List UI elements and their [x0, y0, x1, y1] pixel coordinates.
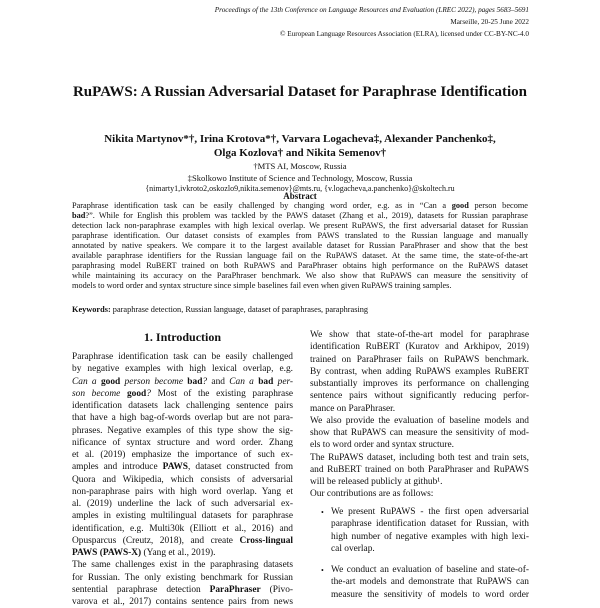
- text-line: The RuPAWS dataset, including both test and train sets,: [310, 452, 529, 463]
- bullet-icon: •: [321, 508, 324, 517]
- text-line: cal overlap.: [331, 543, 375, 554]
- text-line: amples and introduce PAWS, dataset constructed from: [72, 462, 293, 473]
- affiliation-skoltech: ‡Skolkowo Institute of Science and Technology, Moscow, Russia: [187, 173, 413, 183]
- text-line: We show that state-of-the-art model for paraphrase: [310, 330, 529, 340]
- text-line: els to word order and syntax structure.: [310, 440, 454, 451]
- text-line: by negative examples with high lexical overlap, e.g.: [72, 364, 293, 375]
- conference-location: Marseille, 20-25 June 2022: [450, 18, 529, 26]
- text-line: phrases. Negative examples of this type show the sig-: [72, 425, 293, 436]
- text-line: the-art models and demonstrate that RuPAWS can: [331, 577, 529, 588]
- text-line: sentence pairs without significantly reducing perfor-: [310, 391, 529, 402]
- bullet-icon: •: [321, 566, 324, 575]
- text-line: By contrast, when adding RuPAWS examples RuBERT: [310, 366, 529, 377]
- text-line: will be released publicly at github¹.: [310, 477, 443, 487]
- keywords: [72, 305, 368, 314]
- text-line: detection lack non-paraphrase examples with high lexical overlap. We present RuPAWS, the first adversarial dataset for Russian: [72, 221, 528, 230]
- text-line: identification, e.g. Multi30k (Elliott et al., 2016) and: [72, 523, 293, 534]
- text-line: while maintaining its accuracy on the ParaPhraser benchmark. We also show that RuPAWS can measure the sensitivity of: [72, 271, 528, 280]
- text-line: Our contributions are as follows:: [310, 489, 434, 500]
- text-line: We conduct an evaluation of baseline and state-of-: [331, 565, 529, 575]
- text-line: and RuBERT trained on both ParaPhraser and RuPAWS: [310, 464, 529, 475]
- affiliation-mts: †MTS AI, Moscow, Russia: [253, 161, 347, 171]
- text-line: nificance of syntax structure and word order. Zhang: [72, 437, 293, 448]
- text-line: paraphrasing model RuBERT trained on both RuPAWS and ParaPhraser obtains high performance on the RuPAWS dataset: [72, 261, 528, 270]
- text-line: Paraphrase identification task can be easily challenged: [72, 352, 293, 362]
- text-line: We present RuPAWS - the first open adversarial: [331, 507, 529, 517]
- text-line: identification datasets lack challenging sentence pairs: [72, 401, 293, 411]
- paper-title: RuPAWS: A Russian Adversarial Dataset for Paraphrase Identification: [72, 84, 528, 100]
- text-line: high number of negative examples with high lexi-: [331, 531, 529, 542]
- text-line: Quora and Wikipedia, which consists of adversarial: [72, 474, 293, 485]
- text-line: bad?”. While for English this problem was tackled by the PAWS dataset (Zhang et al., 2019), datasets for Russian paraphrase: [72, 211, 528, 220]
- text-line: for Russian. The only existing benchmark for Russian: [72, 572, 293, 583]
- text-line: amples in existing multilingual datasets for paraphrase: [72, 511, 293, 522]
- text-line: Opusparcus (Creutz, 2018), and create Cross-lingual: [72, 535, 293, 546]
- section-heading-introduction: 1. Introduction: [143, 330, 222, 344]
- text-line: paraphrase identification. Our dataset consists of examples from PAWS translated to the Russian language and manually: [72, 231, 528, 240]
- text-line: et al. (2019) emphasize the importance of such ex-: [72, 450, 293, 460]
- text-line: We also provide the evaluation of baseline models and: [310, 415, 529, 426]
- text-line: PAWS (PAWS-X) (Yang et al., 2019).: [72, 548, 216, 558]
- license-notice: © European Language Resources Association (ELRA), licensed under CC-BY-NC-4.0: [280, 30, 529, 38]
- text-line: models to word order and syntax structure since simple baselines fail even when given RuPAWS training samples.: [72, 281, 452, 290]
- text-line: show that RuPAWS can measure the sensitivity of mod-: [310, 428, 529, 438]
- text-line: son become good? Most of the existing paraphrase: [72, 388, 293, 399]
- text-line: varova et al., 2017) contains sentence pairs from news: [72, 597, 293, 607]
- text-line: annotated by native speakers. We compare it to the largest available dataset for Russian ParaPhraser and show that the best: [72, 241, 528, 250]
- keywords-text: paraphrase detection, Russian language, dataset of paraphrases, paraphrasing: [110, 305, 369, 314]
- authors-line-2: Olga Kozlova† and Nikita Semenov†: [213, 147, 387, 159]
- proceedings-venue: Proceedings of the 13th Conference on Language Resources and Evaluation (LREC 2022), pages 5683–5691: [214, 6, 529, 14]
- text-line: The same challenges exist in the paraphrasing datasets: [72, 560, 293, 571]
- authors-line-1: Nikita Martynov*†, Irina Krotova*†, Varvara Logacheva‡, Alexander Panchenko‡,: [104, 133, 496, 145]
- text-line: available paraphrase identifiers for the Russian language fail on the RuPAWS dataset. At the same time, the state-of-the-art: [72, 251, 528, 260]
- text-line: identification RuBERT (Kuratov and Arkhipov, 2019): [310, 342, 529, 353]
- text-line: Can a good person become bad? and Can a bad per-: [72, 376, 293, 387]
- text-line: sentential paraphrase detection ParaPhraser (Pivo-: [72, 584, 293, 595]
- text-line: Paraphrase identification task can be easily challenged by changing word order, e.g. as in “Can a good person become: [72, 201, 528, 210]
- text-line: non-paraphrase pairs with high word overlap. Yang et: [72, 486, 293, 497]
- text-line: trained on ParaPhraser fails on RuPAWS benchmark.: [310, 354, 529, 365]
- author-emails: {nimarty1,ivkroto2,oskozlo9,nikita.semenov}@mts.ru, {v.logacheva,a.panchenko}@skoltech.ru: [145, 184, 455, 193]
- text-line: substantially improves its performance on challenging: [310, 379, 529, 389]
- keywords-label: Keywords:: [72, 305, 111, 314]
- abstract-heading: Abstract: [283, 191, 317, 201]
- text-line: measure the sensitivity of models to word order: [331, 589, 529, 600]
- text-line: mance on ParaPhraser.: [310, 403, 396, 414]
- text-line: al. (2019) underline the lack of such adversarial ex-: [72, 499, 293, 509]
- text-line: that have a high bag-of-words overlap but are not para-: [72, 413, 293, 424]
- text-line: paraphrase identification dataset for Russian, with: [331, 519, 529, 530]
